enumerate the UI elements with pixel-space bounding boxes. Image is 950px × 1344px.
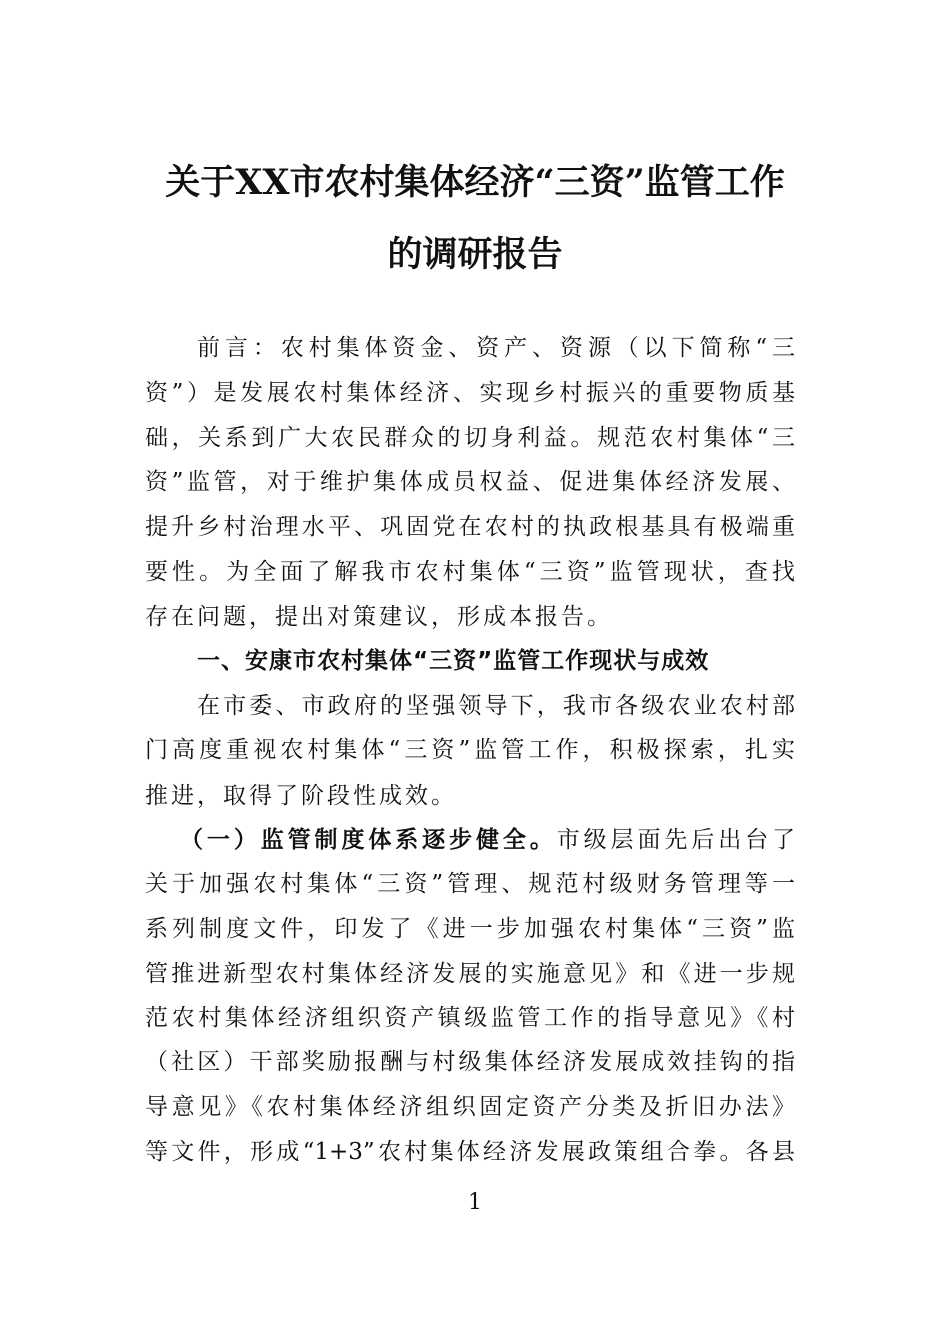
- text-line: 要性。为全面了解我市农村集体“三资”监管现状，查找: [145, 559, 795, 585]
- text-line: 资”）是发展农村集体经济、实现乡村振兴的重要物质基: [145, 380, 795, 406]
- text-line: 门高度重视农村集体“三资”监管工作，积极探索，扎实: [145, 737, 795, 763]
- page-number: 1: [468, 1190, 482, 1215]
- text-line: 提升乡村治理水平、巩固党在农村的执政根基具有极端重: [145, 514, 795, 540]
- text-line: 资”监管，对于维护集体成员权益、促进集体经济发展、: [145, 469, 795, 495]
- text-line: 在市委、市政府的坚强领导下，我市各级农业农村部: [197, 693, 795, 719]
- text-line: 存在问题，提出对策建议，形成本报告。: [145, 604, 613, 630]
- document-title-line-1: 关于XX市农村集体经济“三资”监管工作: [165, 162, 785, 203]
- document-title-line-2: 的调研报告: [387, 234, 563, 275]
- text-line: 管推进新型农村集体经济发展的实施意见》和《进一步规: [145, 961, 795, 987]
- text-line: 范农村集体经济组织资产镇级监管工作的指导意见》《村: [145, 1005, 795, 1031]
- text-line: 系列制度文件，印发了《进一步加强农村集体“三资”监: [145, 916, 795, 942]
- text-line: [180, 825, 795, 855]
- section-heading: 一、安康市农村集体“三资”监管工作现状与成效: [197, 648, 710, 674]
- subsection-heading: （一）监管制度体系逐步健全。: [180, 826, 557, 853]
- text-line: 关于加强农村集体“三资”管理、规范村级财务管理等一: [145, 871, 795, 897]
- text-line: （社区）干部奖励报酬与村级集体经济发展成效挂钩的指: [145, 1049, 795, 1075]
- text-line: 等文件，形成“1+3”农村集体经济发展政策组合拳。各县: [145, 1139, 795, 1165]
- text-span: 市级层面先后出台了: [556, 827, 796, 853]
- text-line: 推进，取得了阶段性成效。: [145, 783, 457, 809]
- text-line: 前言：农村集体资金、资产、资源（以下简称“三: [197, 335, 795, 361]
- text-line: 导意见》《农村集体经济组织固定资产分类及折旧办法》: [145, 1094, 795, 1120]
- text-line: 础，关系到广大农民群众的切身利益。规范农村集体“三: [145, 425, 795, 451]
